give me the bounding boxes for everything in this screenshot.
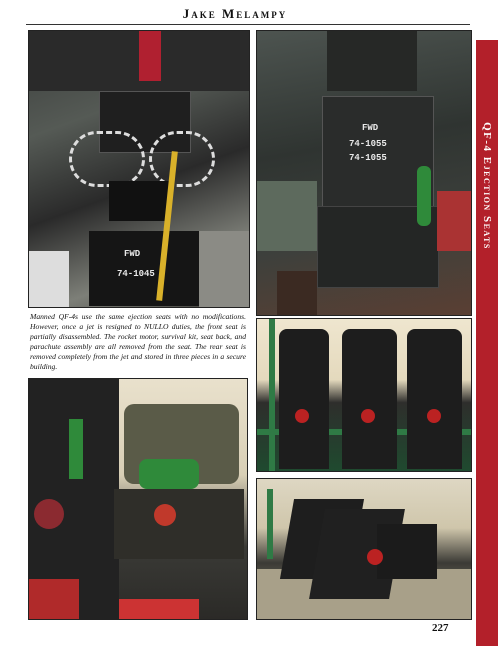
photo-seats-stored [256,478,472,620]
seat-stencil-serial: 74-1045 [117,269,155,279]
seat-stencil-serial-2a: 74-1055 [349,139,387,149]
page-number: 227 [432,622,449,634]
chapter-tab-label: QF-4 Ejection Seats [481,122,493,250]
chapter-tab [476,40,498,646]
photo-seats-on-rack [256,318,472,472]
header-rule [26,24,470,25]
photo-cockpit-front-seat [28,30,250,308]
photo-seat-components [28,378,248,620]
seat-stencil-fwd: FWD [124,249,141,259]
photo-caption: Manned QF-4s use the same ejection seats with no modifications. However, once a jet is resigned to NULLO duties, the front seat is partially disassembled. The rocket motor, survival kit, seat back, and parachute assembly are all removed from the seat. The rear seat is removed completely from the jet and stored in three pieces in a secure building. [30,312,246,371]
seat-stencil-fwd-2: FWD [362,123,379,133]
seat-stencil-serial-2b: 74-1055 [349,153,387,163]
running-header: Jake Melampy [182,6,288,21]
photo-seat-closeup [256,30,472,316]
